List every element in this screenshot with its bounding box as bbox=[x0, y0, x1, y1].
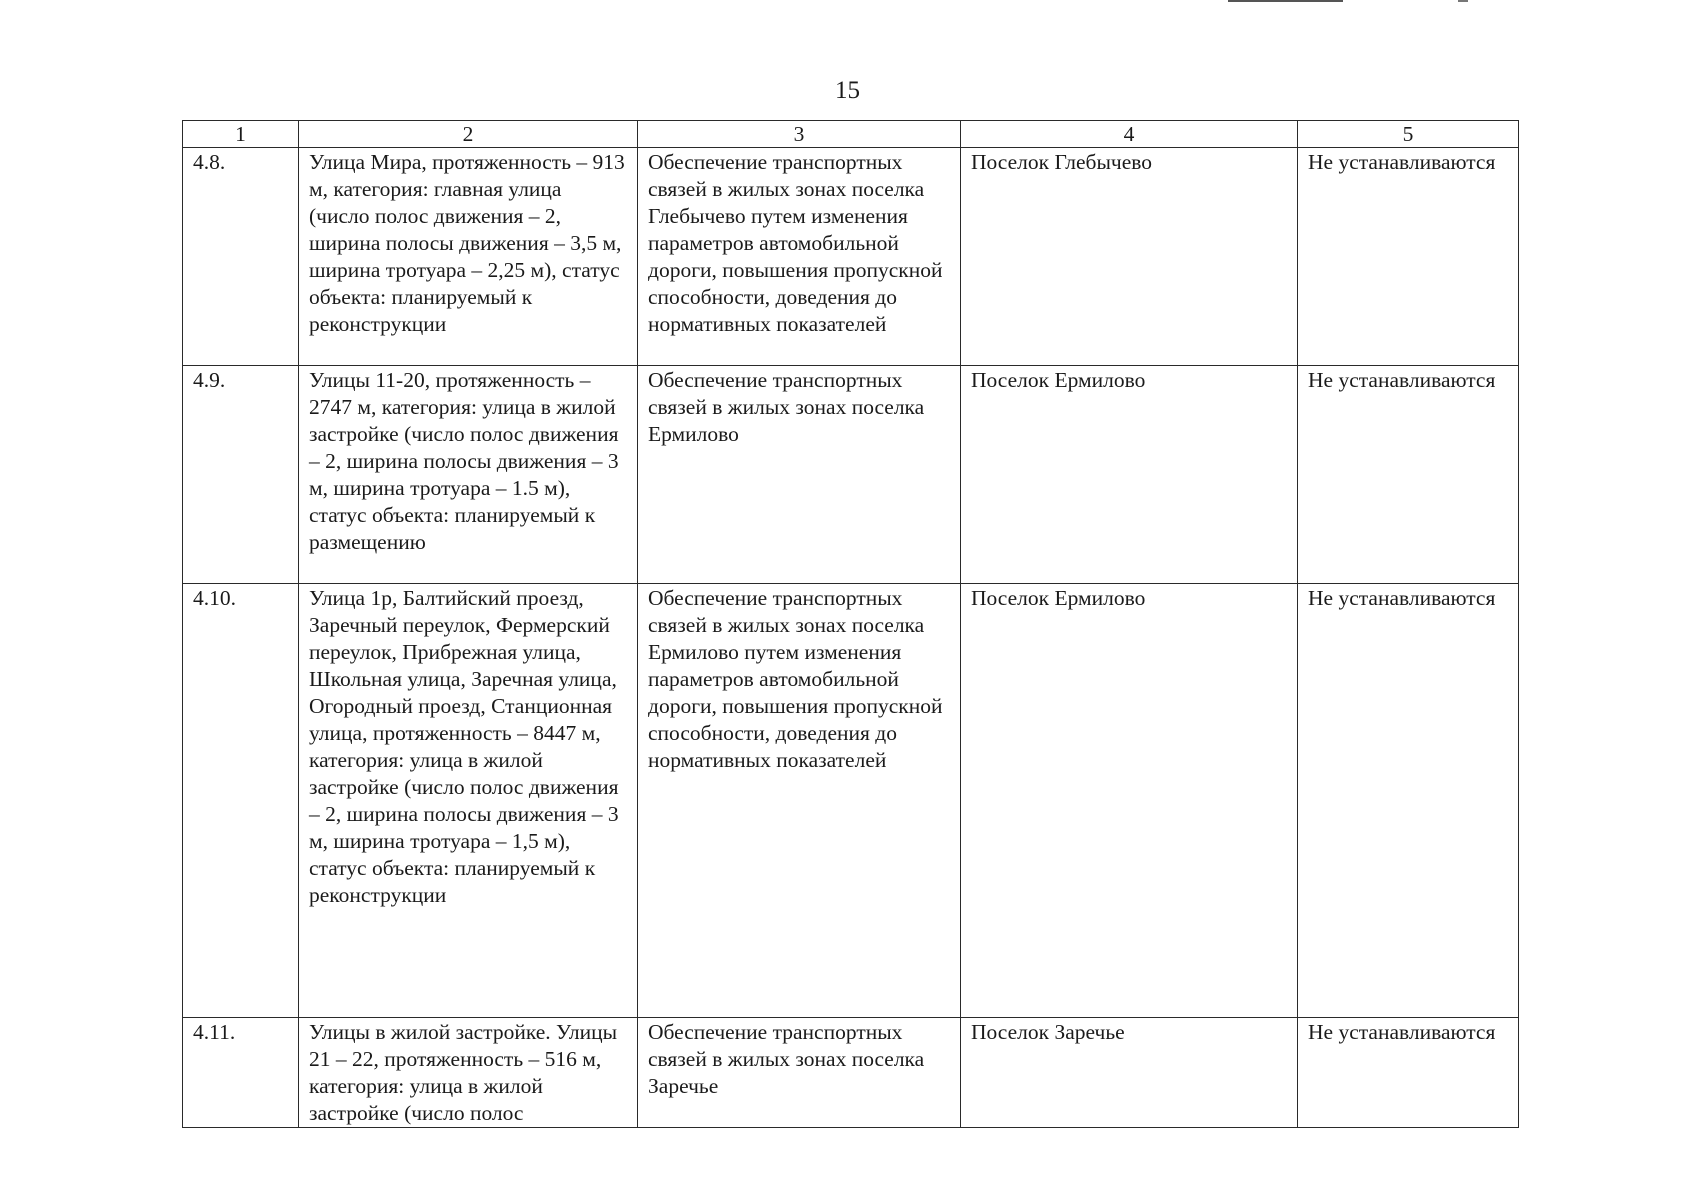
location-cell: Поселок Глебычево bbox=[961, 148, 1298, 366]
object-cell: Улица Мира, протяженность – 913 м, категория: главная улица (число полос движения – 2, ширина полосы движения – 3,5 м, ширина тротуара – 2,25 м), статус объекта: планируемый к реконструкции bbox=[299, 148, 638, 366]
zones-cell: Не устанавливаются bbox=[1298, 584, 1519, 1018]
column-header: 4 bbox=[961, 121, 1298, 148]
purpose-cell: Обеспечение транспортных связей в жилых зонах поселка Глебычево путем изменения параметров автомобильной дороги, повышения пропускной способности, доведения до нормативных показателей bbox=[638, 148, 961, 366]
column-header: 3 bbox=[638, 121, 961, 148]
page-number: 15 bbox=[835, 77, 860, 104]
purpose-cell: Обеспечение транспортных связей в жилых зонах поселка Ермилово путем изменения параметров автомобильной дороги, повышения пропускной способности, доведения до нормативных показателей bbox=[638, 584, 961, 1018]
table-row bbox=[183, 366, 1519, 584]
location-cell: Поселок Заречье bbox=[961, 1018, 1298, 1128]
column-header: 2 bbox=[299, 121, 638, 148]
zones-cell: Не устанавливаются bbox=[1298, 148, 1519, 366]
row-number-cell: 4.8. bbox=[183, 148, 299, 366]
top-scan-mark bbox=[1228, 0, 1343, 2]
zones-cell: Не устанавливаются bbox=[1298, 1018, 1519, 1128]
row-number-cell: 4.9. bbox=[183, 366, 299, 584]
purpose-cell: Обеспечение транспортных связей в жилых зонах поселка Заречье bbox=[638, 1018, 961, 1128]
object-cell: Улица 1р, Балтийский проезд, Заречный переулок, Фермерский переулок, Прибрежная улица, Школьная улица, Заречная улица, Огородный проезд, Станционная улица, протяженность – 8447 м, категория: улица в жилой застройке (число полос движения – 2, ширина полосы движения – 3 м, ширина тротуара – 1,5 м), статус объекта: планируемый к реконструкции bbox=[299, 584, 638, 1018]
table-row bbox=[183, 1018, 1519, 1128]
purpose-cell: Обеспечение транспортных связей в жилых зонах поселка Ермилово bbox=[638, 366, 961, 584]
object-cell: Улицы 11-20, протяженность – 2747 м, категория: улица в жилой застройке (число полос движения – 2, ширина полосы движения – 3 м, ширина тротуара – 1.5 м), статус объекта: планируемый к размещению bbox=[299, 366, 638, 584]
table-header-row bbox=[183, 121, 1519, 148]
location-cell: Поселок Ермилово bbox=[961, 366, 1298, 584]
planning-table bbox=[182, 120, 1519, 1128]
location-cell: Поселок Ермилово bbox=[961, 584, 1298, 1018]
row-number-cell: 4.10. bbox=[183, 584, 299, 1018]
top-scan-mark-small bbox=[1458, 0, 1468, 2]
column-header: 1 bbox=[183, 121, 299, 148]
row-number-cell: 4.11. bbox=[183, 1018, 299, 1128]
column-header: 5 bbox=[1298, 121, 1519, 148]
object-cell: Улицы в жилой застройке. Улицы 21 – 22, протяженность – 516 м, категория: улица в жилой застройке (число полос bbox=[299, 1018, 638, 1128]
zones-cell: Не устанавливаются bbox=[1298, 366, 1519, 584]
table-row bbox=[183, 584, 1519, 1018]
table-row bbox=[183, 148, 1519, 366]
